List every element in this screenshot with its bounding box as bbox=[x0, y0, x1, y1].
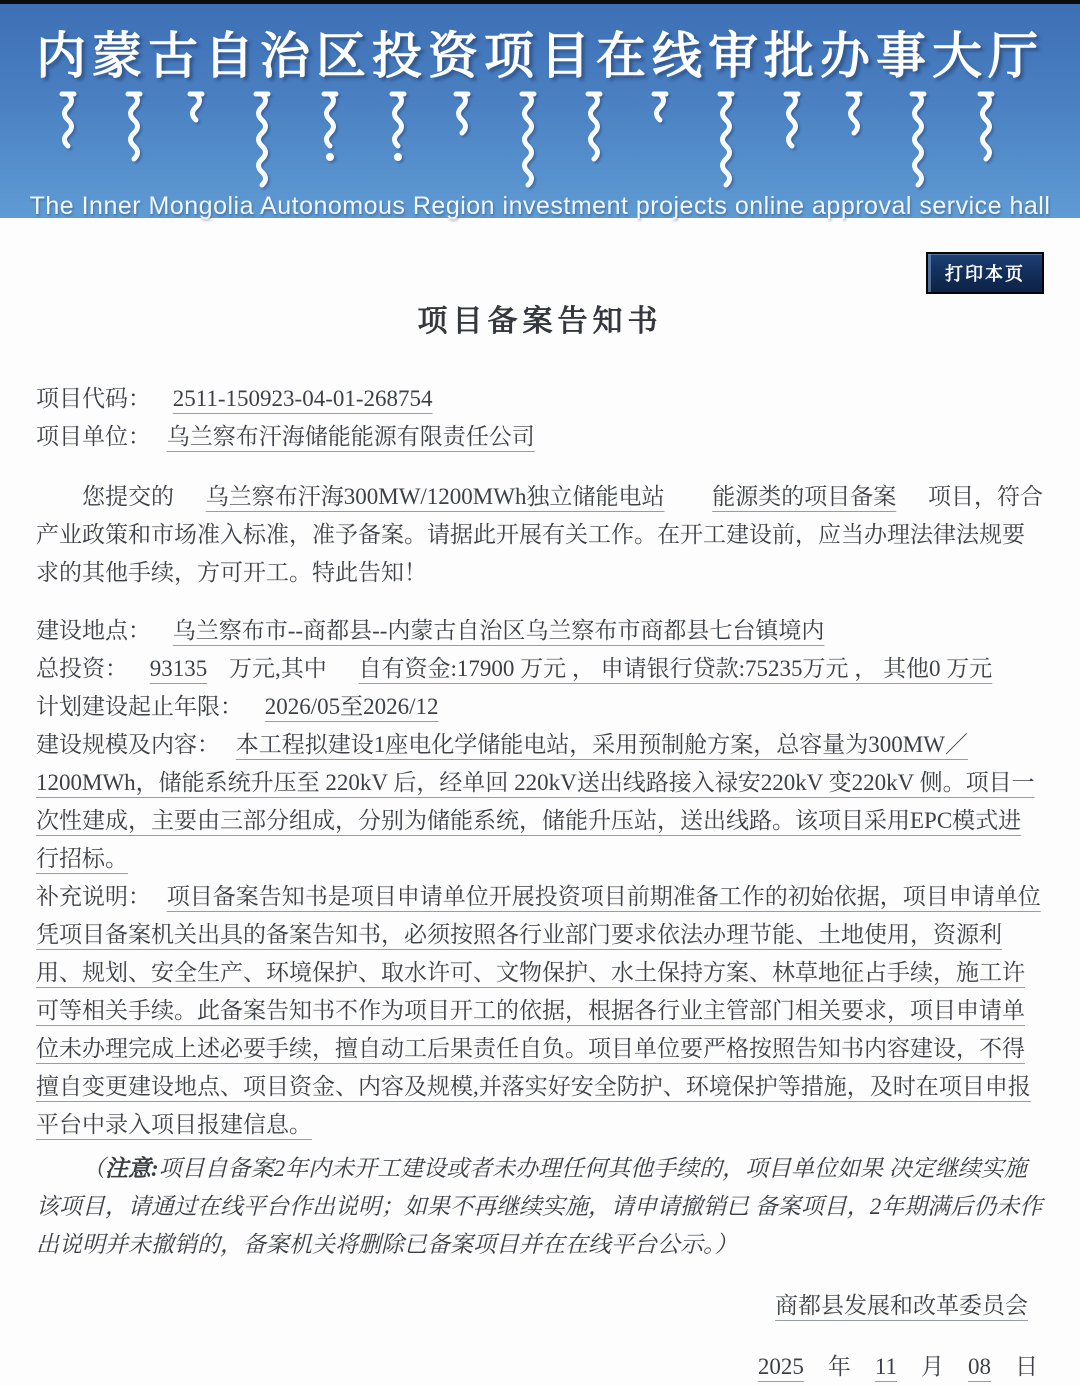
banner-title-cn: 内蒙古自治区投资项目在线审批办事大厅 bbox=[36, 28, 1044, 84]
supplement-text: 项目备案告知书是项目申请单位开展投资项目前期准备工作的初始依据，项目申请单位凭项目备案机关出具的备案告知书，必须按照各行业部门要求依法办理节能、土地使用，资源利用、规划、安全生产、环境保护、取水许可、文物保护、水土保持方案、林草地征占手续，施工许可等相关手续。此备案告知书不作为项目开工的依据，根据各行业主管部门相关要求，项目申请单位未办理完成上述必要手续，擅自动工后果责任自负。项目单位要严格按照告知书内容建设，不得擅自变更建设地点、项目资金、内容及规模,并落实好安全防护、环境保护等措施，及时在项目申报平台中录入项目报建信息。 bbox=[36, 884, 1041, 1137]
scale-paragraph bbox=[36, 726, 1044, 878]
document-body bbox=[0, 252, 1080, 1386]
project-fields bbox=[36, 612, 1044, 1144]
authority-name: 商都县发展和改革委员会 bbox=[775, 1293, 1028, 1318]
scale-text: 本工程拟建设1座电化学储能电站，采用预制舱方案，总容量为300MW／1200MWh，储能系统升压至 220kV 后，经单回 220kV送出线路接入禄安220kV 变220kV 侧。项目一次性建成，主要由三部分组成，分别为储能系统，储能升压站，送出线路。该项目采用EPC模式进行招标。 bbox=[36, 732, 1035, 871]
project-category-value: 能源类的项目备案 bbox=[712, 484, 897, 509]
notice-text: 项目自备案2年内未开工建设或者未办理任何其他手续的，项目单位如果 决定继续实施该项目，请通过在线平台作出说明；如果不再继续实施，请申请撤销已 备案项目，2年期满后仍未作出说明并未撤销的，备案机关将删除已备案项目并在在线平台公示。） bbox=[36, 1156, 1043, 1257]
notice-open-paren: （ bbox=[82, 1156, 105, 1181]
project-code-row bbox=[36, 380, 1044, 418]
investment-row bbox=[36, 650, 1044, 688]
date-day-unit: 日 bbox=[1015, 1354, 1038, 1379]
project-unit-row bbox=[36, 418, 1044, 456]
period-value: 2026/05至2026/12 bbox=[264, 694, 439, 719]
date-row bbox=[36, 1348, 1044, 1386]
period-row bbox=[36, 688, 1044, 726]
intro-paragraph bbox=[36, 478, 1044, 592]
project-unit-label: 项目单位： bbox=[36, 424, 151, 449]
toolbar-row bbox=[36, 252, 1044, 294]
location-value: 乌兰察布市--商都县--内蒙古自治区乌兰察布市商都县七台镇境内 bbox=[172, 618, 825, 643]
authority-row bbox=[36, 1287, 1044, 1325]
investment-detail-value: 自有资金:17900 万元 ， 申请银行贷款:75235万元 ， 其他0 万元 bbox=[358, 656, 993, 681]
investment-mid-text: 万元,其中 bbox=[229, 656, 327, 681]
date-year-unit: 年 bbox=[827, 1354, 851, 1379]
mongolian-script bbox=[0, 88, 1080, 192]
location-row bbox=[36, 612, 1044, 650]
date-year-value: 2025 bbox=[757, 1354, 804, 1379]
project-meta bbox=[36, 380, 1044, 456]
project-code-label: 项目代码： bbox=[36, 386, 151, 411]
banner-subtitle-en: The Inner Mongolia Autonomous Region investment projects online approval service hall bbox=[29, 192, 1051, 220]
date-month-value: 11 bbox=[874, 1354, 897, 1379]
notice-bold-label: 注意: bbox=[105, 1156, 159, 1181]
date-day-value: 08 bbox=[968, 1354, 991, 1379]
intro-rest: 项目，符合产业政策和市场准入标准，准予备案。请据此开展有关工作。在开工建设前，应当办理法律法规要求的其他手续，方可开工。特此告知！ bbox=[36, 484, 1043, 585]
print-page-button[interactable]: 打印本页 bbox=[926, 252, 1044, 294]
supplement-paragraph bbox=[36, 878, 1044, 1144]
project-unit-value: 乌兰察布汗海储能能源有限责任公司 bbox=[166, 424, 535, 449]
period-label: 计划建设起止年限： bbox=[36, 694, 243, 719]
site-banner bbox=[0, 4, 1080, 218]
intro-prefix: 您提交的 bbox=[82, 484, 174, 509]
investment-total-value: 93135 bbox=[149, 656, 208, 681]
notice-paragraph bbox=[36, 1150, 1044, 1264]
investment-label: 总投资： bbox=[36, 656, 128, 681]
signature-block bbox=[36, 1287, 1044, 1386]
supplement-label: 补充说明： bbox=[36, 884, 151, 909]
date-month-unit: 月 bbox=[921, 1354, 944, 1379]
document-title: 项目备案告知书 bbox=[417, 305, 663, 338]
project-code-value: 2511-150923-04-01-268754 bbox=[172, 386, 433, 411]
project-name-value: 乌兰察布汗海300MW/1200MWh独立储能电站 bbox=[205, 484, 665, 509]
scale-label: 建设规模及内容： bbox=[36, 732, 220, 757]
location-label: 建设地点： bbox=[36, 618, 151, 643]
